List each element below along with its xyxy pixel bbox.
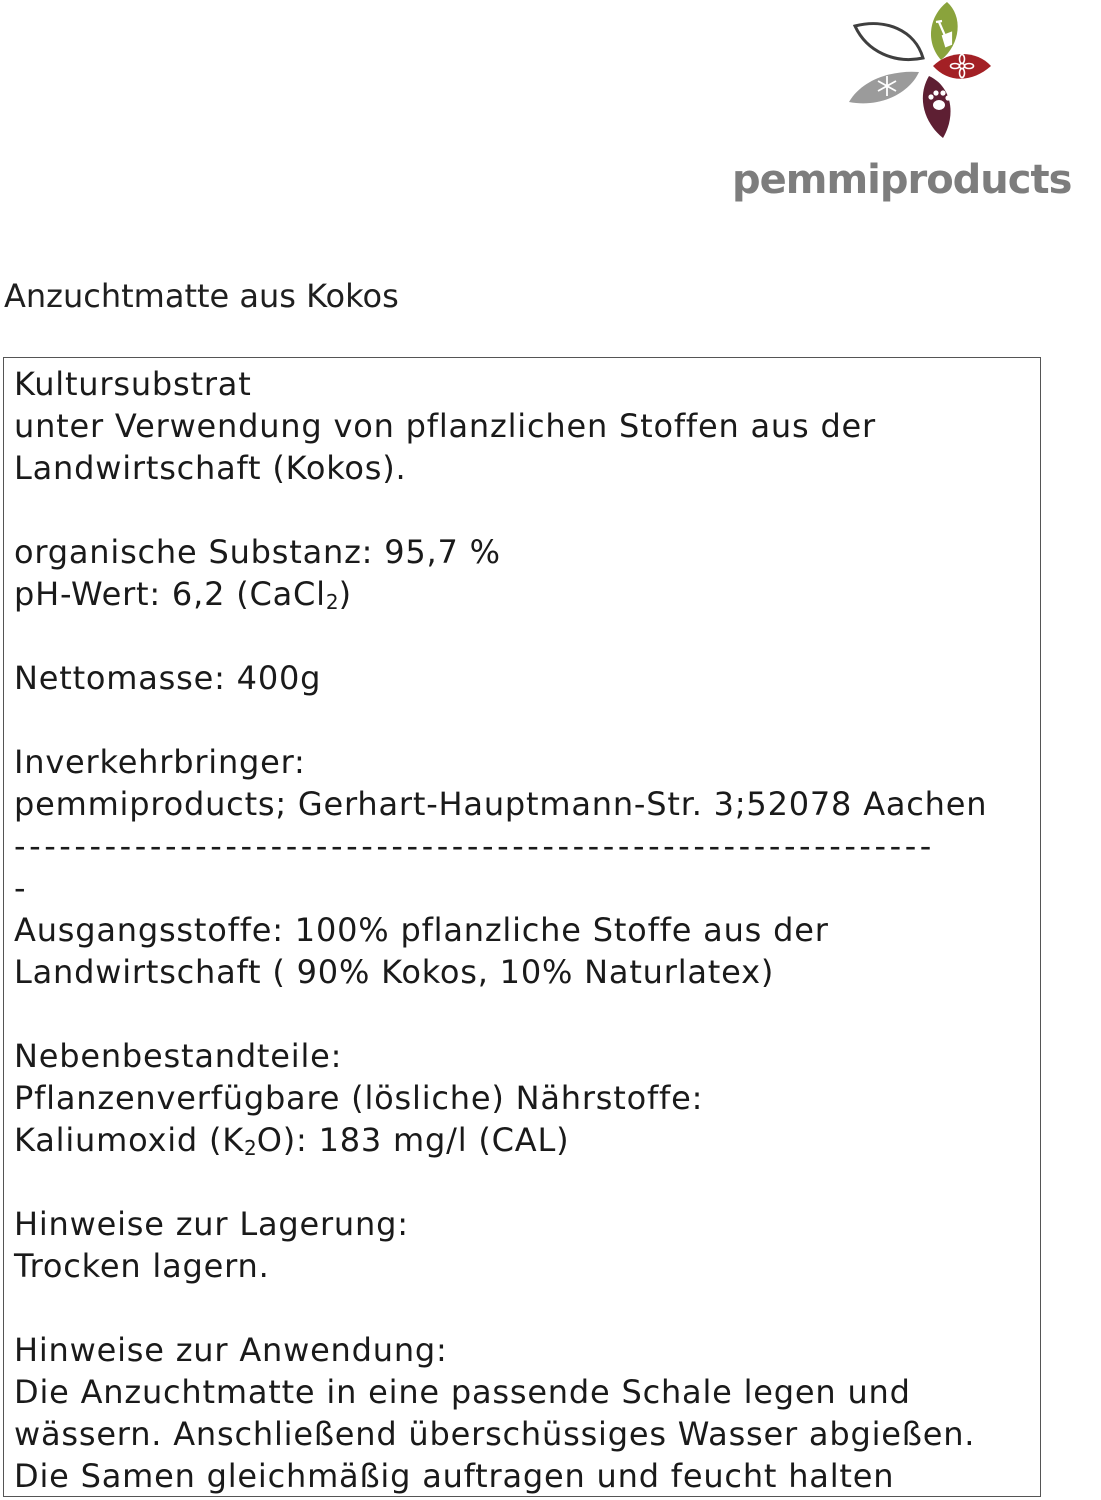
- spacer: [14, 993, 1036, 1035]
- product-title: Anzuchtmatte aus Kokos: [4, 277, 399, 315]
- usage-line-1: Die Anzuchtmatte in eine passende Schale legen und: [14, 1373, 911, 1411]
- storage-label: Hinweise zur Lagerung:: [14, 1205, 409, 1243]
- spacer: [14, 699, 1036, 741]
- usage-label: Hinweise zur Anwendung:: [14, 1331, 448, 1369]
- nutrients-label: Pflanzenverfügbare (lösliche) Nährstoffe:: [14, 1079, 704, 1117]
- label-body: [14, 363, 1036, 1497]
- raw-materials-line-1: Ausgangsstoffe: 100% pflanzliche Stoffe aus der: [14, 911, 829, 949]
- brand-name: pemmiproducts: [732, 157, 1072, 203]
- label-type: Kultursubstrat: [14, 365, 252, 403]
- potassium-oxide: [14, 1119, 1036, 1161]
- label-description-line-1: unter Verwendung von pflanzlichen Stoffen aus der: [14, 407, 876, 445]
- storage-instructions: Trocken lagern.: [14, 1247, 270, 1285]
- distributor-address: pemmiproducts; Gerhart-Hauptmann-Str. 3;52078 Aachen: [14, 785, 988, 823]
- spacer: [14, 489, 1036, 531]
- ph-value: [14, 573, 1036, 615]
- ph-value-text: pH-Wert: 6,2 (CaCl: [14, 575, 326, 613]
- brand-logo: [730, 0, 1101, 210]
- ph-subscript: 2: [325, 590, 339, 614]
- minor-components-label: Nebenbestandteile:: [14, 1037, 343, 1075]
- distributor-label: Inverkehrbringer:: [14, 743, 306, 781]
- green-leaf-shovel-icon: [931, 2, 958, 60]
- ph-suffix: ): [338, 575, 352, 613]
- leaf-logo-mark: [845, 0, 995, 140]
- outline-leaf-icon: [855, 24, 923, 60]
- organic-matter: organische Substanz: 95,7 %: [14, 533, 501, 571]
- potash-subscript: 2: [244, 1136, 257, 1160]
- usage-line-2: wässern. Anschließend überschüssiges Wasser abgießen.: [14, 1415, 976, 1453]
- potash-text: Kaliumoxid (K: [14, 1121, 245, 1159]
- usage-line-3: Die Samen gleichmäßig auftragen und feucht halten: [14, 1457, 895, 1495]
- net-mass: Nettomasse: 400g: [14, 659, 322, 697]
- spacer: [14, 1287, 1036, 1329]
- separator-line-wrap: -: [14, 869, 27, 907]
- potash-suffix: O): 183 mg/l (CAL): [256, 1121, 570, 1159]
- spacer: [14, 615, 1036, 657]
- product-label-box: [3, 357, 1041, 1497]
- spacer: [14, 1161, 1036, 1203]
- raw-materials-line-2: Landwirtschaft ( 90% Kokos, 10% Naturlatex): [14, 953, 775, 991]
- label-description-line-2: Landwirtschaft (Kokos).: [14, 449, 407, 487]
- separator-line: -------------------------------------------------------------: [14, 827, 935, 865]
